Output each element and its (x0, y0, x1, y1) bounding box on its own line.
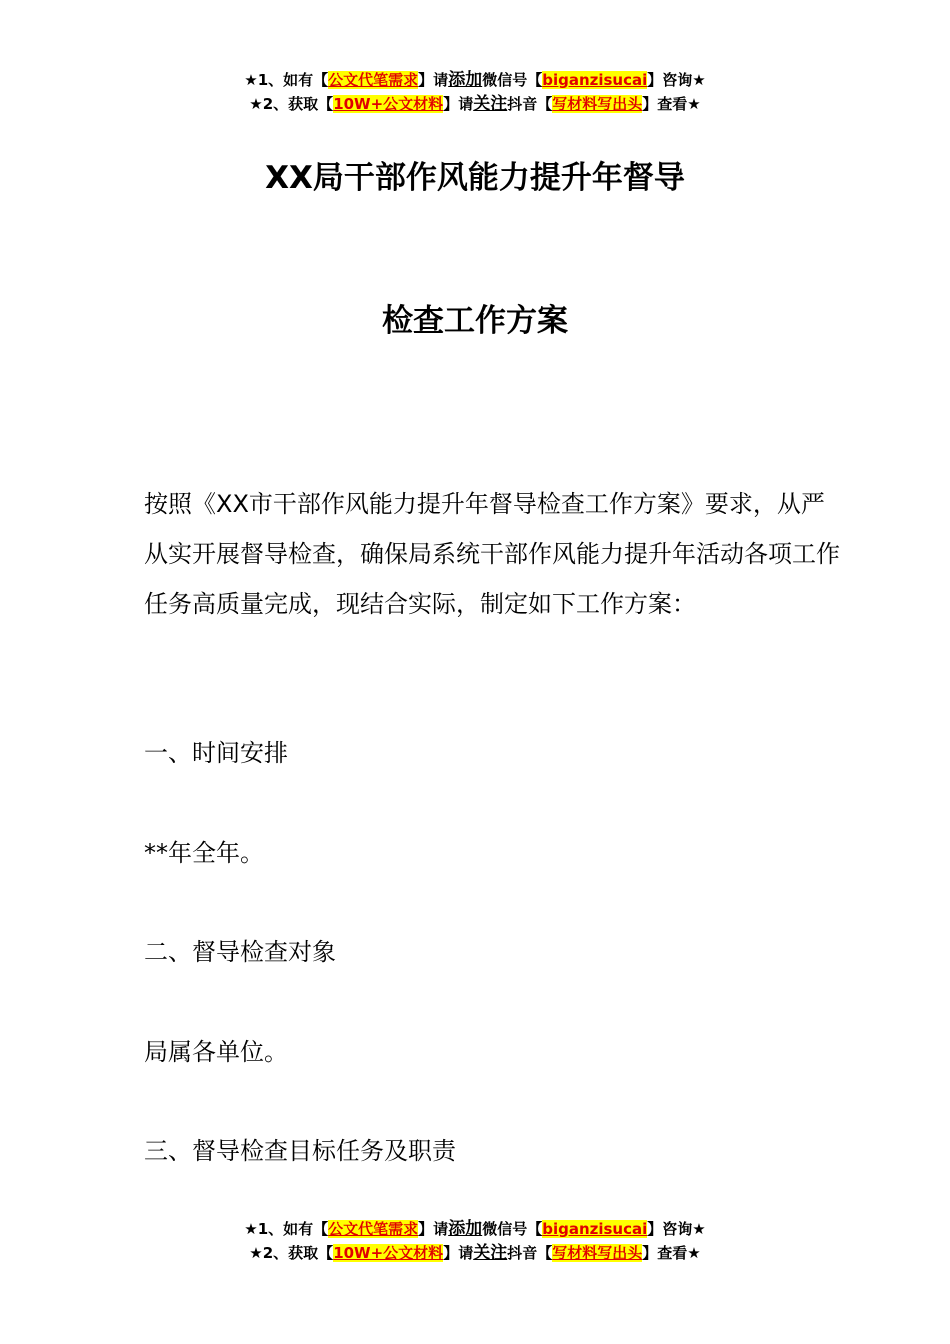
banner-emphasis: 关注 (473, 1243, 508, 1263)
banner-emphasis: 添加 (448, 1219, 483, 1239)
banner-text: ★2、获取【 (249, 1244, 334, 1262)
banner-text: 微信号【 (482, 1220, 543, 1238)
banner-text: 】请 (418, 71, 449, 89)
banner-text: 】请 (443, 1244, 474, 1262)
banner-text: ★1、如有【 (244, 71, 329, 89)
banner-highlight-wechat: biganzisucai (542, 71, 648, 89)
intro-paragraph: 按照《XX市干部作风能力提升年督导检查工作方案》要求，从严从实开展督导检查，确保局系统干部作风能力提升年活动各项工作任务高质量完成，现结合实际，制定如下工作方案： (144, 490, 840, 618)
banner-highlight-materials: 10W+公文材料 (333, 95, 444, 113)
banner-highlight-service: 公文代笔需求 (328, 1220, 419, 1238)
banner-text: 抖音【 (507, 1244, 553, 1262)
footer-line-1 (0, 1217, 950, 1241)
footer-line-2 (0, 1241, 950, 1265)
banner-highlight-douyin: 写材料写出头 (552, 1244, 643, 1262)
section-2-heading: 二、督导检查对象 (144, 938, 336, 966)
banner-highlight-service: 公文代笔需求 (328, 71, 419, 89)
banner-emphasis: 关注 (473, 94, 508, 114)
document-title-line-1: XX局干部作风能力提升年督导 (265, 160, 685, 196)
banner-text: 】咨询★ (647, 1220, 706, 1238)
section-1-body: **年全年。 (144, 839, 264, 867)
header-banner (0, 68, 950, 116)
banner-highlight-wechat: biganzisucai (542, 1220, 648, 1238)
banner-text: ★1、如有【 (244, 1220, 329, 1238)
banner-text: ★2、获取【 (249, 95, 334, 113)
banner-emphasis: 添加 (448, 70, 483, 90)
banner-highlight-douyin: 写材料写出头 (552, 95, 643, 113)
banner-text: 】查看★ (642, 95, 701, 113)
banner-text: 微信号【 (482, 71, 543, 89)
banner-line-1 (0, 68, 950, 92)
banner-highlight-materials: 10W+公文材料 (333, 1244, 444, 1262)
document-title-line-2: 检查工作方案 (382, 303, 568, 339)
banner-text: 】请 (418, 1220, 449, 1238)
footer-banner (0, 1217, 950, 1265)
banner-text: 抖音【 (507, 95, 553, 113)
section-2-body: 局属各单位。 (144, 1038, 288, 1066)
section-1-heading: 一、时间安排 (144, 739, 288, 767)
banner-text: 】请 (443, 95, 474, 113)
banner-line-2 (0, 92, 950, 116)
section-3-heading: 三、督导检查目标任务及职责 (144, 1137, 456, 1165)
banner-text: 】咨询★ (647, 71, 706, 89)
banner-text: 】查看★ (642, 1244, 701, 1262)
